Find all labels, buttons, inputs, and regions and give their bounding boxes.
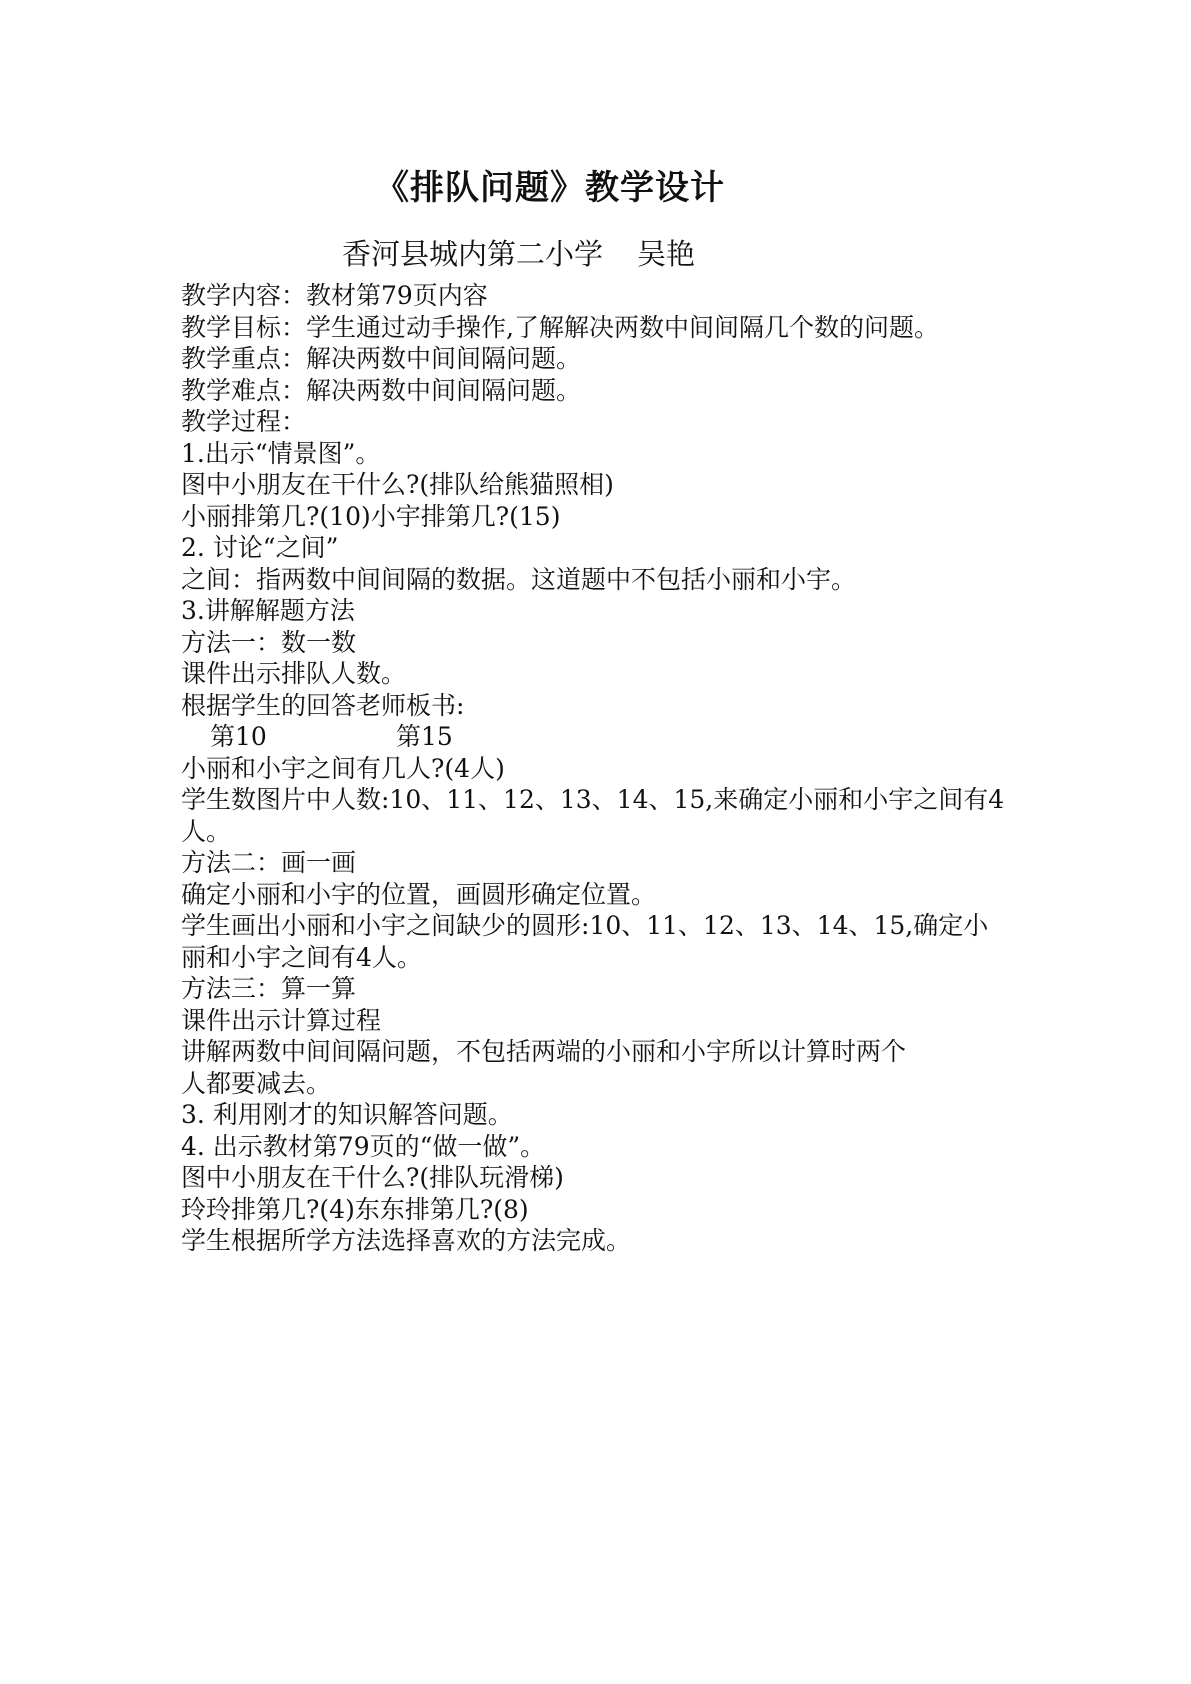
teaching-key-point: 教学重点：解决两数中间间隔问题。	[181, 344, 582, 373]
question-2: 小丽排第几?(10)小宇排第几?(15)	[181, 501, 561, 531]
blackboard-line	[181, 721, 1041, 753]
step-4: 4. 出示教材第79页的“做一做”。	[181, 1131, 546, 1161]
method-2-text-a: 确定小丽和小宇的位置，画圆形确定位置。	[181, 879, 657, 909]
teaching-goal: 教学目标：学生通过动手操作,了解解决两数中间间隔几个数的问题。	[181, 312, 939, 342]
author-line	[342, 232, 695, 273]
teaching-content: 教学内容：教材第79页内容	[181, 281, 488, 310]
author-school: 香河县城内第二小学	[342, 237, 604, 271]
method-3-text-b-line-2: 人都要减去。	[181, 1068, 332, 1098]
method-2-heading: 方法二：画一画	[181, 848, 357, 877]
document-body	[181, 280, 1041, 1257]
method-2-text-b-line-2: 丽和小宇之间有4人。	[181, 942, 422, 972]
step-3b: 3. 利用刚才的知识解答问题。	[181, 1100, 513, 1129]
method-1-count-line-2: 人。	[181, 816, 232, 846]
teaching-difficulty: 教学难点：解决两数中间间隔问题。	[181, 375, 582, 405]
method-3-text-a: 课件出示计算过程	[181, 1005, 382, 1035]
method-1-heading: 方法一：数一数	[181, 627, 357, 657]
step-3: 3.讲解解题方法	[181, 596, 355, 625]
method-1-question: 小丽和小宇之间有几人?(4人)	[181, 753, 505, 783]
question-4: 玲玲排第几?(4)东东排第几?(8)	[181, 1194, 529, 1224]
method-1-text-b: 根据学生的回答老师板书:	[181, 690, 465, 720]
method-1-count-line-1: 学生数图片中人数:10、11、12、13、14、15,来确定小丽和小宇之间有4	[181, 785, 1005, 814]
question-1: 图中小朋友在干什么?(排队给熊猫照相)	[181, 470, 614, 499]
board-right: 第15	[396, 722, 453, 751]
step-2: 2. 讨论“之间”	[181, 533, 339, 562]
final-line: 学生根据所学方法选择喜欢的方法完成。	[181, 1226, 632, 1255]
method-1-text-a: 课件出示排队人数。	[181, 659, 407, 688]
question-3: 图中小朋友在干什么?(排队玩滑梯)	[181, 1163, 564, 1192]
step-1: 1.出示“情景图”。	[181, 438, 381, 468]
between-definition: 之间：指两数中间间隔的数据。这道题中不包括小丽和小宇。	[181, 564, 857, 594]
method-3-heading: 方法三：算一算	[181, 974, 357, 1003]
teaching-process-heading: 教学过程：	[181, 407, 307, 436]
document-title: 《排队问题》教学设计	[375, 168, 725, 208]
method-3-text-b-line-1: 讲解两数中间间隔问题，不包括两端的小丽和小宇所以计算时两个	[181, 1037, 907, 1066]
method-2-text-b-line-1: 学生画出小丽和小宇之间缺少的圆形:10、11、12、13、14、15,确定小	[181, 911, 989, 940]
author-name: 吴艳	[637, 237, 696, 271]
board-left: 第10	[210, 722, 267, 751]
